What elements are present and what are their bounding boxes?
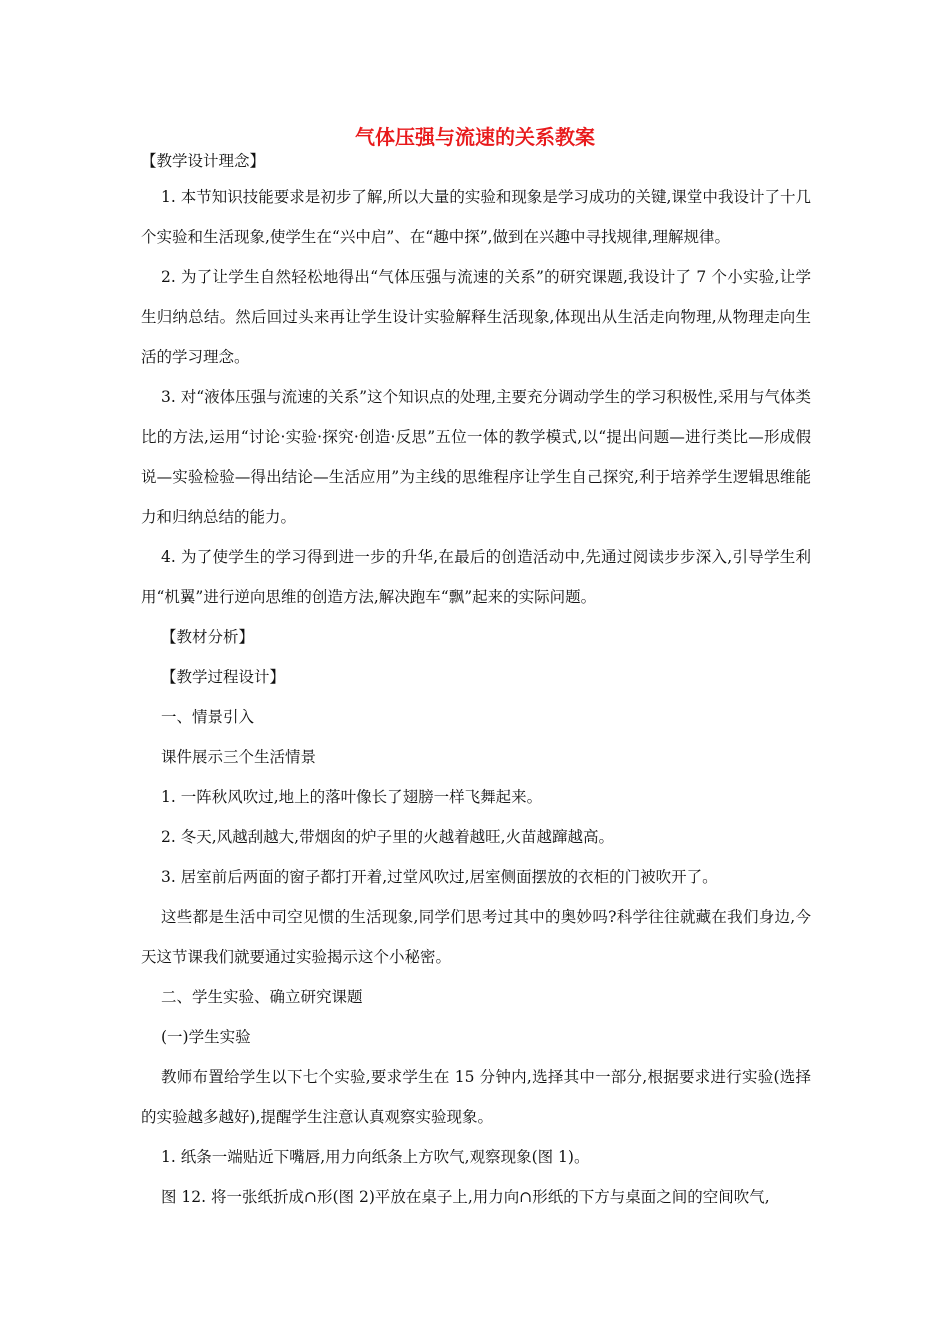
- idea-paragraph-1: 1. 本节知识技能要求是初步了解,所以大量的实验和现象是学习成功的关键,课堂中我设计了十几个实验和生活现象,使学生在“兴中启”、在“趣中探”,做到在兴趣中寻找规律,理解规律。: [141, 188, 811, 246]
- idea-paragraph-4: 4. 为了使学生的学习得到进一步的升华,在最后的创造活动中,先通过阅读步步深入,引导学生利用“机翼”进行逆向思维的创造方法,解决跑车“飘”起来的实际问题。: [141, 548, 811, 606]
- document-title: 气体压强与流速的关系教案: [355, 125, 595, 149]
- part1-heading: 一、情景引入: [161, 708, 255, 726]
- document-body: [141, 149, 811, 1217]
- part1-item-2: 2. 冬天,风越刮越大,带烟囱的炉子里的火越着越旺,火苗越蹿越高。: [161, 828, 614, 846]
- part1-intro: 课件展示三个生活情景: [161, 748, 317, 766]
- part1-item-3: 3. 居室前后两面的窗子都打开着,过堂风吹过,居室侧面摆放的衣柜的门被吹开了。: [161, 868, 718, 886]
- idea-paragraph-3: 3. 对“液体压强与流速的关系”这个知识点的处理,主要充分调动学生的学习积极性,采用与气体类比的方法,运用“讨论·实验·探究·创造·反思”五位一体的教学模式,以“提出问题—进行类比—形成假说—实验检验—得出结论—生活应用”为主线的思维程序让学生自己探究,利于培养学生逻辑思维能力和归纳总结的能力。: [141, 388, 811, 526]
- part2-item-2: 图 12. 将一张纸折成∩形(图 2)平放在桌子上,用力向∩形纸的下方与桌面之间的空间吹气,: [161, 1188, 770, 1206]
- part2-heading: 二、学生实验、确立研究课题: [161, 988, 363, 1006]
- part1-summary: 这些都是生活中司空见惯的生活现象,同学们思考过其中的奥妙吗?科学往往就藏在我们身边,今天这节课我们就要通过实验揭示这个小秘密。: [141, 908, 811, 966]
- idea-paragraph-2: 2. 为了让学生自然轻松地得出“气体压强与流速的关系”的研究课题,我设计了 7 个小实验,让学生归纳总结。然后回过头来再让学生设计实验解释生活现象,体现出从生活走向物理,从物理走向生活的学习理念。: [141, 268, 811, 366]
- part1-item-1: 1. 一阵秋风吹过,地上的落叶像长了翅膀一样飞舞起来。: [161, 788, 543, 806]
- part2-item-1: 1. 纸条一端贴近下嘴唇,用力向纸条上方吹气,观察现象(图 1)。: [161, 1148, 590, 1166]
- part2-subheading: (一)学生实验: [161, 1028, 251, 1046]
- section-heading-material: 【教材分析】: [161, 628, 255, 646]
- section-heading-design-idea: 【教学设计理念】: [141, 152, 266, 170]
- part2-intro: 教师布置给学生以下七个实验,要求学生在 15 分钟内,选择其中一部分,根据要求进行实验(选择的实验越多越好),提醒学生注意认真观察实验现象。: [141, 1068, 811, 1126]
- section-heading-process: 【教学过程设计】: [161, 668, 286, 686]
